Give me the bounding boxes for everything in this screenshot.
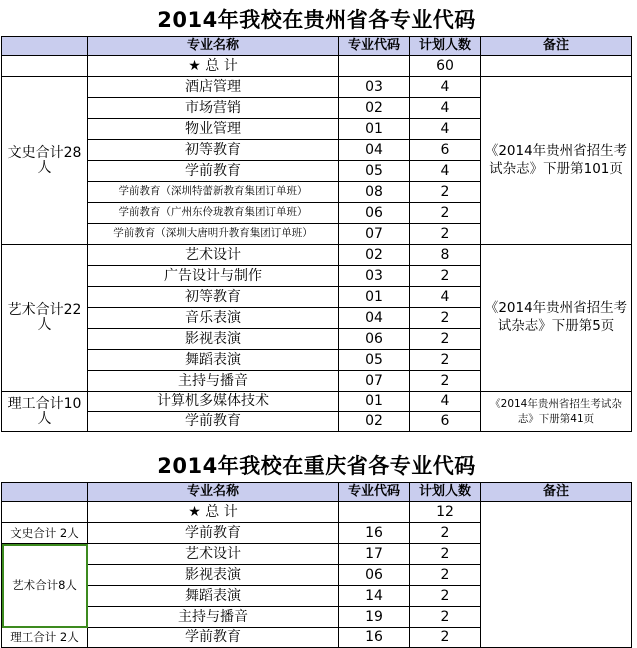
row-plan[interactable]: 4 xyxy=(410,98,481,119)
row-name[interactable]: 影视表演 xyxy=(88,565,339,586)
row-plan[interactable]: 2 xyxy=(410,544,481,565)
total-plan[interactable]: 60 xyxy=(410,56,481,77)
row-code[interactable]: 03 xyxy=(339,266,410,287)
header-plan[interactable]: 计划人数 xyxy=(410,37,481,56)
guizhou-title: 2014年我校在贵州省各专业代码 xyxy=(2,4,632,37)
header-code[interactable]: 专业代码 xyxy=(339,483,410,502)
group-label-ligong[interactable]: 理工合计 2人 xyxy=(2,628,88,648)
row-name[interactable]: 艺术设计 xyxy=(88,544,339,565)
row-code[interactable]: 02 xyxy=(339,245,410,266)
row-name[interactable]: 艺术设计 xyxy=(88,245,339,266)
header-blank[interactable] xyxy=(2,37,88,56)
row-name[interactable]: 主持与播音 xyxy=(88,371,339,392)
total-label[interactable]: ★ 总 计 xyxy=(88,502,339,523)
chongqing-note[interactable] xyxy=(481,502,632,648)
row-plan[interactable]: 2 xyxy=(410,308,481,329)
row-code[interactable]: 07 xyxy=(339,371,410,392)
row-plan[interactable]: 2 xyxy=(410,565,481,586)
row-code[interactable]: 01 xyxy=(339,119,410,140)
row-code[interactable]: 01 xyxy=(339,287,410,308)
row-plan[interactable]: 6 xyxy=(410,412,481,432)
group-note-yishu[interactable]: 《2014年贵州省招生考试杂志》下册第5页 xyxy=(481,245,632,392)
row-name[interactable]: 学前教育 xyxy=(88,523,339,544)
total-blank[interactable] xyxy=(2,56,88,77)
row-name[interactable]: 酒店管理 xyxy=(88,77,339,98)
row-name[interactable]: 广告设计与制作 xyxy=(88,266,339,287)
row-code[interactable]: 06 xyxy=(339,329,410,350)
row-name[interactable]: 音乐表演 xyxy=(88,308,339,329)
row-name[interactable]: 主持与播音 xyxy=(88,607,339,628)
row-plan[interactable]: 2 xyxy=(410,628,481,648)
row-name[interactable]: 学前教育 xyxy=(88,412,339,432)
row-name[interactable]: 学前教育（深圳特蕾新教育集团订单班） xyxy=(88,182,339,203)
row-plan[interactable]: 8 xyxy=(410,245,481,266)
row-plan[interactable]: 2 xyxy=(410,523,481,544)
group-label-ligong[interactable]: 理工合计10人 xyxy=(2,392,88,432)
row-code[interactable]: 04 xyxy=(339,308,410,329)
total-code[interactable] xyxy=(339,56,410,77)
row-plan[interactable]: 4 xyxy=(410,77,481,98)
total-label[interactable]: ★ 总 计 xyxy=(88,56,339,77)
row-plan[interactable]: 2 xyxy=(410,329,481,350)
row-plan[interactable]: 2 xyxy=(410,607,481,628)
row-code[interactable]: 14 xyxy=(339,586,410,607)
row-name[interactable]: 影视表演 xyxy=(88,329,339,350)
row-code[interactable]: 19 xyxy=(339,607,410,628)
row-name[interactable]: 学前教育 xyxy=(88,628,339,648)
row-code[interactable]: 16 xyxy=(339,523,410,544)
row-code[interactable]: 04 xyxy=(339,140,410,161)
row-code[interactable]: 05 xyxy=(339,350,410,371)
row-name[interactable]: 市场营销 xyxy=(88,98,339,119)
row-plan[interactable]: 2 xyxy=(410,224,481,245)
row-name[interactable]: 学前教育（广州东伶珑教育集团订单班） xyxy=(88,203,339,224)
row-code[interactable]: 05 xyxy=(339,161,410,182)
row-code[interactable]: 07 xyxy=(339,224,410,245)
row-code[interactable]: 02 xyxy=(339,412,410,432)
row-name[interactable]: 初等教育 xyxy=(88,287,339,308)
header-code[interactable]: 专业代码 xyxy=(339,37,410,56)
row-plan[interactable]: 2 xyxy=(410,182,481,203)
group-label-yishu[interactable]: 艺术合计22人 xyxy=(2,245,88,392)
row-plan[interactable]: 4 xyxy=(410,287,481,308)
group-note-wenshi[interactable]: 《2014年贵州省招生考试杂志》下册第101页 xyxy=(481,77,632,245)
header-note[interactable]: 备注 xyxy=(481,37,632,56)
row-plan[interactable]: 2 xyxy=(410,203,481,224)
group-label-yishu[interactable]: 艺术合计8人 xyxy=(2,544,88,628)
header-plan[interactable]: 计划人数 xyxy=(410,483,481,502)
header-blank[interactable] xyxy=(2,483,88,502)
row-plan[interactable]: 2 xyxy=(410,586,481,607)
row-plan[interactable]: 4 xyxy=(410,161,481,182)
row-code[interactable]: 03 xyxy=(339,77,410,98)
row-name[interactable]: 舞蹈表演 xyxy=(88,350,339,371)
total-plan[interactable]: 12 xyxy=(410,502,481,523)
row-code[interactable]: 17 xyxy=(339,544,410,565)
row-name[interactable]: 计算机多媒体技术 xyxy=(88,392,339,412)
row-plan[interactable]: 4 xyxy=(410,392,481,412)
header-note[interactable]: 备注 xyxy=(481,483,632,502)
row-code[interactable]: 08 xyxy=(339,182,410,203)
row-plan[interactable]: 4 xyxy=(410,119,481,140)
row-code[interactable]: 02 xyxy=(339,98,410,119)
row-plan[interactable]: 2 xyxy=(410,350,481,371)
total-note[interactable] xyxy=(481,56,632,77)
chongqing-title: 2014年我校在重庆省各专业代码 xyxy=(2,450,632,483)
guizhou-table xyxy=(1,4,632,432)
header-name[interactable]: 专业名称 xyxy=(88,37,339,56)
row-code[interactable]: 06 xyxy=(339,203,410,224)
header-name[interactable]: 专业名称 xyxy=(88,483,339,502)
total-blank[interactable] xyxy=(2,502,88,523)
row-name[interactable]: 初等教育 xyxy=(88,140,339,161)
group-note-ligong[interactable]: 《2014年贵州省招生考试杂志》下册第41页 xyxy=(481,392,632,432)
row-name[interactable]: 学前教育 xyxy=(88,161,339,182)
row-code[interactable]: 16 xyxy=(339,628,410,648)
row-plan[interactable]: 2 xyxy=(410,371,481,392)
row-code[interactable]: 01 xyxy=(339,392,410,412)
chongqing-table xyxy=(1,450,632,648)
row-plan[interactable]: 2 xyxy=(410,266,481,287)
group-label-wenshi[interactable]: 文史合计28人 xyxy=(2,77,88,245)
group-label-wenshi[interactable]: 文史合计 2人 xyxy=(2,523,88,544)
row-code[interactable]: 06 xyxy=(339,565,410,586)
row-name[interactable]: 物业管理 xyxy=(88,119,339,140)
row-name[interactable]: 舞蹈表演 xyxy=(88,586,339,607)
total-code[interactable] xyxy=(339,502,410,523)
row-plan[interactable]: 6 xyxy=(410,140,481,161)
row-name[interactable]: 学前教育（深圳大唐明升教育集团订单班） xyxy=(88,224,339,245)
